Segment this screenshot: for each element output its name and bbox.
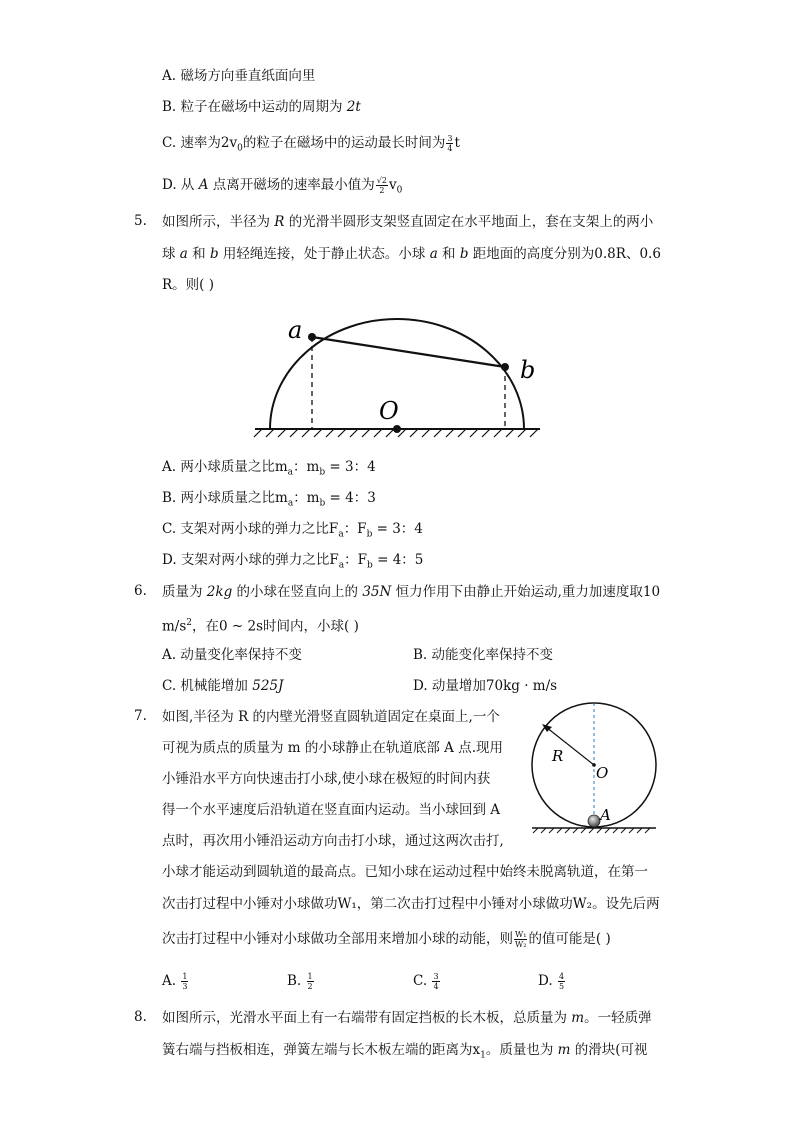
q6-stem-line1: 质量为 2kg 的小球在竖直向上的 35N 恒力作用下由静止开始运动,重力加速度取10 (162, 584, 661, 600)
q5-stem-line3: R。则( ) (162, 277, 214, 293)
q8-stem-line1: 如图所示，光滑水平面上有一右端带有固定挡板的长木板，总质量为 m。一轻质弹 (162, 1010, 652, 1026)
rope (312, 337, 505, 367)
q6-number: 6. (134, 583, 147, 599)
q8-stem-line2: 簧右端与挡板相连，弹簧左端与长木板左端的距离为$x_1$。质量也为 m 的滑块(可视 (162, 1042, 648, 1061)
label-o: O (379, 397, 399, 425)
q6-option-d: D. 动量增加70kg · m/s (413, 678, 558, 694)
q7-stem-line1: 如图,半径为 R 的内壁光滑竖直圆轨道固定在桌面上,一个 (162, 709, 500, 725)
label-a: a (288, 316, 303, 344)
label-o: O (596, 764, 609, 782)
q7-stem-line8: 次击打过程中小锤对小球做功全部用来增加小球的动能，则 $\frac{\text{W₁}}{\text{W₂}}$ 的值可能是( ) (162, 930, 611, 949)
q4-option-c: C. 速率为$2v_0$的粒子在磁场中的运动最长时间为 $\frac{3}{4}$ t (162, 134, 460, 154)
q4-option-d: D. 从 A 点离开磁场的速率最小值为 $\frac{√2}{2}$ $v_0$ (162, 176, 403, 196)
q5-option-a: A. 两小球质量之比$m_a$：$m_b = 3$：4 (162, 459, 376, 478)
q4-option-a: A. 磁场方向垂直纸面向里 (162, 68, 316, 84)
q8-number: 8. (134, 1009, 147, 1025)
center-o-point (393, 425, 401, 433)
q7-option-d: D. $\frac{4}{5}$ (538, 972, 565, 991)
q5-semicircle-figure (250, 308, 550, 438)
q7-option-c: C. $\frac{3}{4}$ (413, 972, 439, 991)
q5-option-d: D. 支架对两小球的弹力之比$F_a$：$F_b = 4$：5 (162, 552, 424, 571)
q5-stem-line2: 球 a 和 b 用轻绳连接，处于静止状态。小球 a 和 b 距地面的高度分别为0.8R、0.6 (162, 246, 661, 262)
label-b: b (520, 356, 536, 384)
q6-stem-line2: $m/s^2$，在0 ~ 2s时间内，小球( ) (162, 618, 359, 635)
q7-circular-track-figure (528, 697, 663, 837)
q7-stem-line6: 小球才能运动到圆轨道的最高点。已知小球在运动过程中始终未脱离轨道，在第一 (162, 864, 648, 880)
q5-number: 5. (134, 213, 147, 229)
q7-stem-line2: 可视为质点的质量为 m 的小球静止在轨道底部 A 点.现用 (162, 740, 504, 756)
q5-stem-line1: 如图所示，半径为 R 的光滑半圆形支架竖直固定在水平地面上，套在支架上的两小 (162, 214, 654, 230)
q7-stem-line5: 点时，再次用小锤沿运动方向击打小球，通过这两次击打, (162, 833, 504, 849)
ball-a (308, 333, 316, 341)
label-r: R (552, 747, 564, 765)
q7-stem-line4: 得一个水平速度后沿轨道在竖直面内运动。当小球回到 A (162, 802, 501, 818)
ball-at-a (588, 815, 600, 827)
q6-option-b: B. 动能变化率保持不变 (413, 647, 554, 663)
q5-option-c: C. 支架对两小球的弹力之比$F_a$：$F_b = 3$：4 (162, 521, 423, 540)
ball-b (501, 363, 509, 371)
q6-option-a: A. 动量变化率保持不变 (162, 647, 302, 663)
q7-option-a: A. $\frac{1}{3}$ (162, 972, 188, 991)
q7-number: 7. (134, 708, 147, 724)
q7-stem-line7: 次击打过程中小锤对小球做功W₁，第二次击打过程中小锤对小球做功W₂。设先后两 (162, 896, 660, 912)
label-a: A (600, 806, 611, 824)
q4-option-b: B. 粒子在磁场中运动的周期为 2t (162, 99, 361, 115)
q7-option-b: B. $\frac{1}{2}$ (287, 972, 313, 991)
q6-option-c: C. 机械能增加 525J (162, 678, 284, 694)
q5-option-b: B. 两小球质量之比$m_a$：$m_b = 4$：3 (162, 490, 376, 509)
q7-stem-line3: 小锤沿水平方向快速击打小球,使小球在极短的时间内获 (162, 771, 491, 787)
